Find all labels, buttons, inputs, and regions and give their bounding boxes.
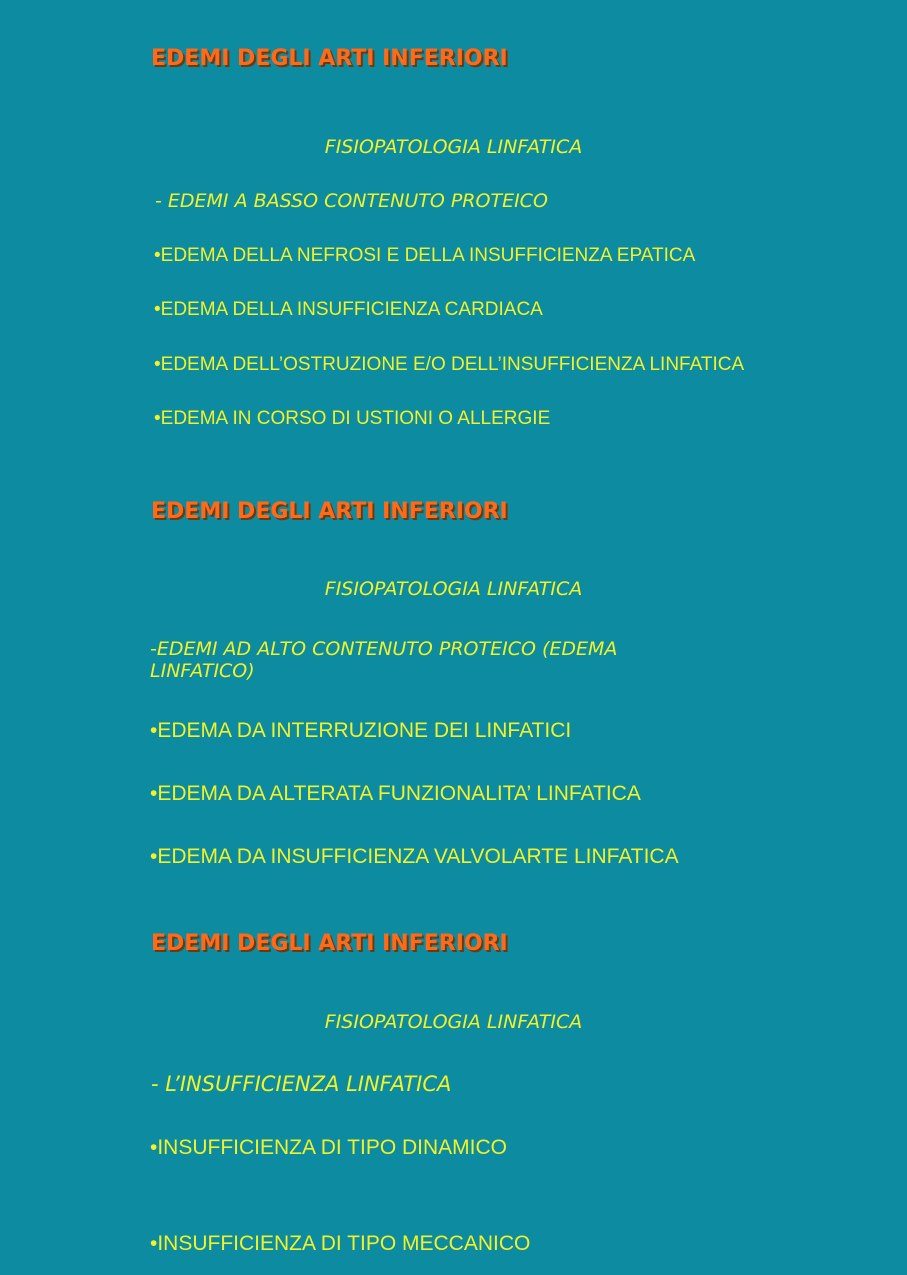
section-title: EDEMI DEGLI ARTI INFERIORI bbox=[151, 46, 508, 71]
list-item: •EDEMA DELLA INSUFFICIENZA CARDIACA bbox=[154, 299, 543, 320]
section-subtitle-text: FISIOPATOLOGIA LINFATICA bbox=[324, 578, 583, 600]
list-item: •EDEMA DA ALTERATA FUNZIONALITA’ LINFATICA bbox=[150, 782, 641, 805]
section-subtitle-text: FISIOPATOLOGIA LINFATICA bbox=[324, 136, 583, 158]
category-heading: -EDEMI AD ALTO CONTENUTO PROTEICO (EDEMA LINFATICO) bbox=[150, 638, 618, 682]
section-subtitle-text: FISIOPATOLOGIA LINFATICA bbox=[324, 1011, 583, 1033]
section-subtitle bbox=[0, 1011, 907, 1033]
section-subtitle bbox=[0, 136, 907, 158]
category-heading: - L’INSUFFICIENZA LINFATICA bbox=[151, 1072, 452, 1096]
list-item: •EDEMA DA INTERRUZIONE DEI LINFATICI bbox=[150, 719, 572, 742]
list-item: •INSUFFICIENZA DI TIPO MECCANICO bbox=[150, 1232, 531, 1255]
list-item: •EDEMA IN CORSO DI USTIONI O ALLERGIE bbox=[154, 408, 551, 429]
list-item: •INSUFFICIENZA DI TIPO DINAMICO bbox=[150, 1136, 507, 1159]
section-title: EDEMI DEGLI ARTI INFERIORI bbox=[151, 931, 508, 956]
category-heading: - EDEMI A BASSO CONTENUTO PROTEICO bbox=[155, 190, 548, 212]
list-item: •EDEMA DELLA NEFROSI E DELLA INSUFFICIENZA EPATICA bbox=[154, 245, 696, 266]
list-item: •EDEMA DELL’OSTRUZIONE E/O DELL’INSUFFICIENZA LINFATICA bbox=[154, 354, 745, 375]
section-title: EDEMI DEGLI ARTI INFERIORI bbox=[151, 499, 508, 524]
section-subtitle bbox=[0, 578, 907, 600]
list-item: •EDEMA DA INSUFFICIENZA VALVOLARTE LINFATICA bbox=[150, 845, 679, 868]
